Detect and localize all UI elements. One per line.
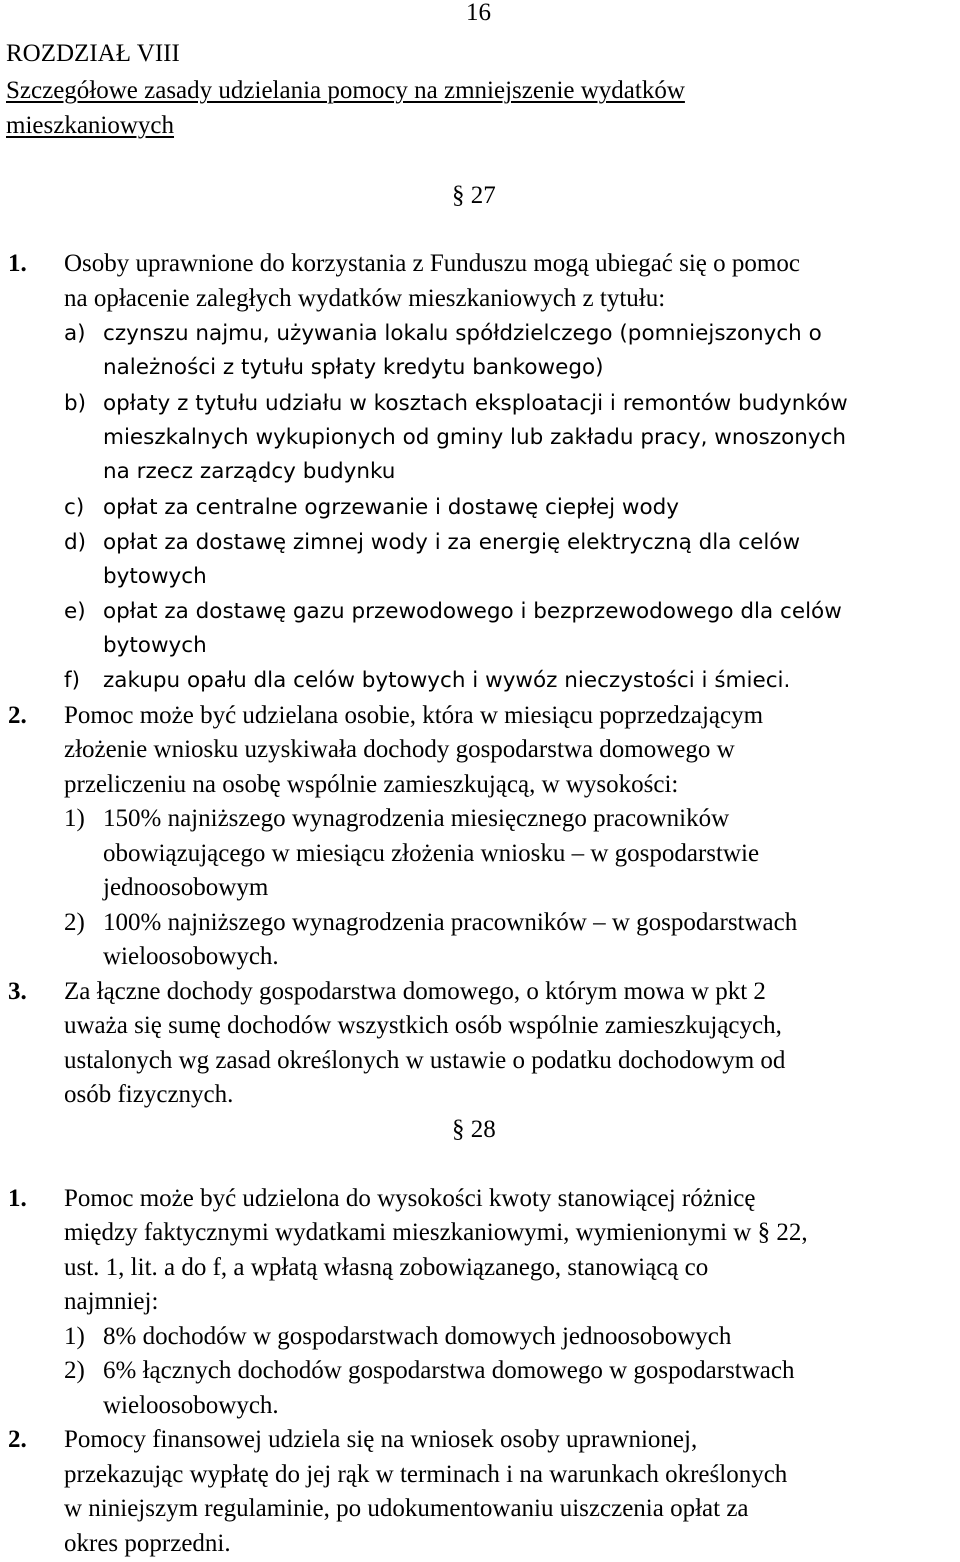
paragraph-line: Pomoc może być udzielona do wysokości kwoty stanowiącej różnicę — [64, 1185, 756, 1212]
section-heading-27: § 27 — [452, 182, 496, 209]
paragraph-line: Osoby uprawnione do korzystania z Funduszu mogą ubiegać się o pomoc — [64, 250, 800, 277]
list-item-line: opłat za dostawę zimnej wody i za energię elektryczną dla celów — [103, 530, 801, 555]
list-item-line: 8% dochodów w gospodarstwach domowych jednoosobowych — [103, 1323, 732, 1350]
list-marker: 1) — [64, 805, 85, 832]
list-marker: 2) — [64, 1357, 85, 1384]
paragraph-line: w niniejszym regulaminie, po udokumentowaniu uiszczenia opłat za — [64, 1495, 749, 1522]
list-marker: f) — [64, 668, 80, 693]
paragraph-line: uważa się sumę dochodów wszystkich osób wspólnie zamieszkujących, — [64, 1012, 782, 1039]
list-marker: c) — [64, 495, 85, 520]
list-item-line: opłat za dostawę gazu przewodowego i bezprzewodowego dla celów — [103, 599, 842, 624]
paragraph-line: Pomoc może być udzielana osobie, która w miesiącu poprzedzającym — [64, 702, 764, 729]
list-marker: d) — [64, 530, 87, 555]
list-item-line: czynszu najmu, używania lokalu spółdzielczego (pomniejszonych o — [103, 321, 822, 346]
chapter-title: ROZDZIAŁ VIII — [6, 40, 180, 67]
paragraph-line: Pomocy finansowej udziela się na wniosek osoby uprawnionej, — [64, 1426, 698, 1453]
chapter-subtitle-line-2: mieszkaniowych — [6, 112, 175, 139]
paragraph-number: 1. — [8, 250, 27, 277]
list-item-line: mieszkalnych wykupionych od gminy lub zakładu pracy, wnoszonych — [103, 425, 847, 450]
paragraph-line: przeliczeniu na osobę wspólnie zamieszkującą, w wysokości: — [64, 771, 679, 798]
list-item-line: zakupu opału dla celów bytowych i wywóz nieczystości i śmieci. — [103, 668, 791, 693]
paragraph-number: 1. — [8, 1185, 27, 1212]
list-marker: a) — [64, 321, 86, 346]
list-item-line: opłat za centralne ogrzewanie i dostawę ciepłej wody — [103, 495, 679, 520]
list-marker: e) — [64, 599, 86, 624]
list-marker: 1) — [64, 1323, 85, 1350]
paragraph-line: złożenie wniosku uzyskiwała dochody gospodarstwa domowego w — [64, 736, 735, 763]
section-heading-28: § 28 — [452, 1116, 496, 1143]
paragraph-line: okres poprzedni. — [64, 1530, 231, 1557]
list-item-line: jednoosobowym — [103, 874, 269, 901]
list-item-line: wieloosobowych. — [103, 943, 279, 970]
paragraph-line: ust. 1, lit. a do f, a wpłatą własną zobowiązanego, stanowiącą co — [64, 1254, 709, 1281]
paragraph-line: najmniej: — [64, 1288, 159, 1315]
page-number: 16 — [466, 0, 491, 26]
list-item-line: bytowych — [103, 633, 207, 658]
paragraph-number: 2. — [8, 702, 27, 729]
paragraph-line: przekazując wypłatę do jej rąk w terminach i na warunkach określonych — [64, 1461, 788, 1488]
paragraph-number: 3. — [8, 978, 27, 1005]
chapter-subtitle-line-1: Szczegółowe zasady udzielania pomocy na zmniejszenie wydatków — [6, 77, 685, 104]
list-item-line: 6% łącznych dochodów gospodarstwa domowego w gospodarstwach — [103, 1357, 795, 1384]
paragraph-line: ustalonych wg zasad określonych w ustawie o podatku dochodowym od — [64, 1047, 786, 1074]
list-item-line: na rzecz zarządcy budynku — [103, 459, 396, 484]
list-item-line: należności z tytułu spłaty kredytu bankowego) — [103, 355, 604, 380]
list-item-line: wieloosobowych. — [103, 1392, 279, 1419]
list-item-line: 150% najniższego wynagrodzenia miesięcznego pracowników — [103, 805, 730, 832]
paragraph-line: między faktycznymi wydatkami mieszkaniowymi, wymienionymi w § 22, — [64, 1219, 808, 1246]
list-marker: b) — [64, 391, 87, 416]
list-marker: 2) — [64, 909, 85, 936]
paragraph-line: osób fizycznych. — [64, 1081, 234, 1108]
list-item-line: opłaty z tytułu udziału w kosztach eksploatacji i remontów budynków — [103, 391, 848, 416]
list-item-line: 100% najniższego wynagrodzenia pracowników – w gospodarstwach — [103, 909, 798, 936]
list-item-line: bytowych — [103, 564, 207, 589]
list-item-line: obowiązującego w miesiącu złożenia wniosku – w gospodarstwie — [103, 840, 760, 867]
paragraph-line: Za łączne dochody gospodarstwa domowego, o którym mowa w pkt 2 — [64, 978, 766, 1005]
paragraph-line: na opłacenie zaległych wydatków mieszkaniowych z tytułu: — [64, 285, 666, 312]
paragraph-number: 2. — [8, 1426, 27, 1453]
